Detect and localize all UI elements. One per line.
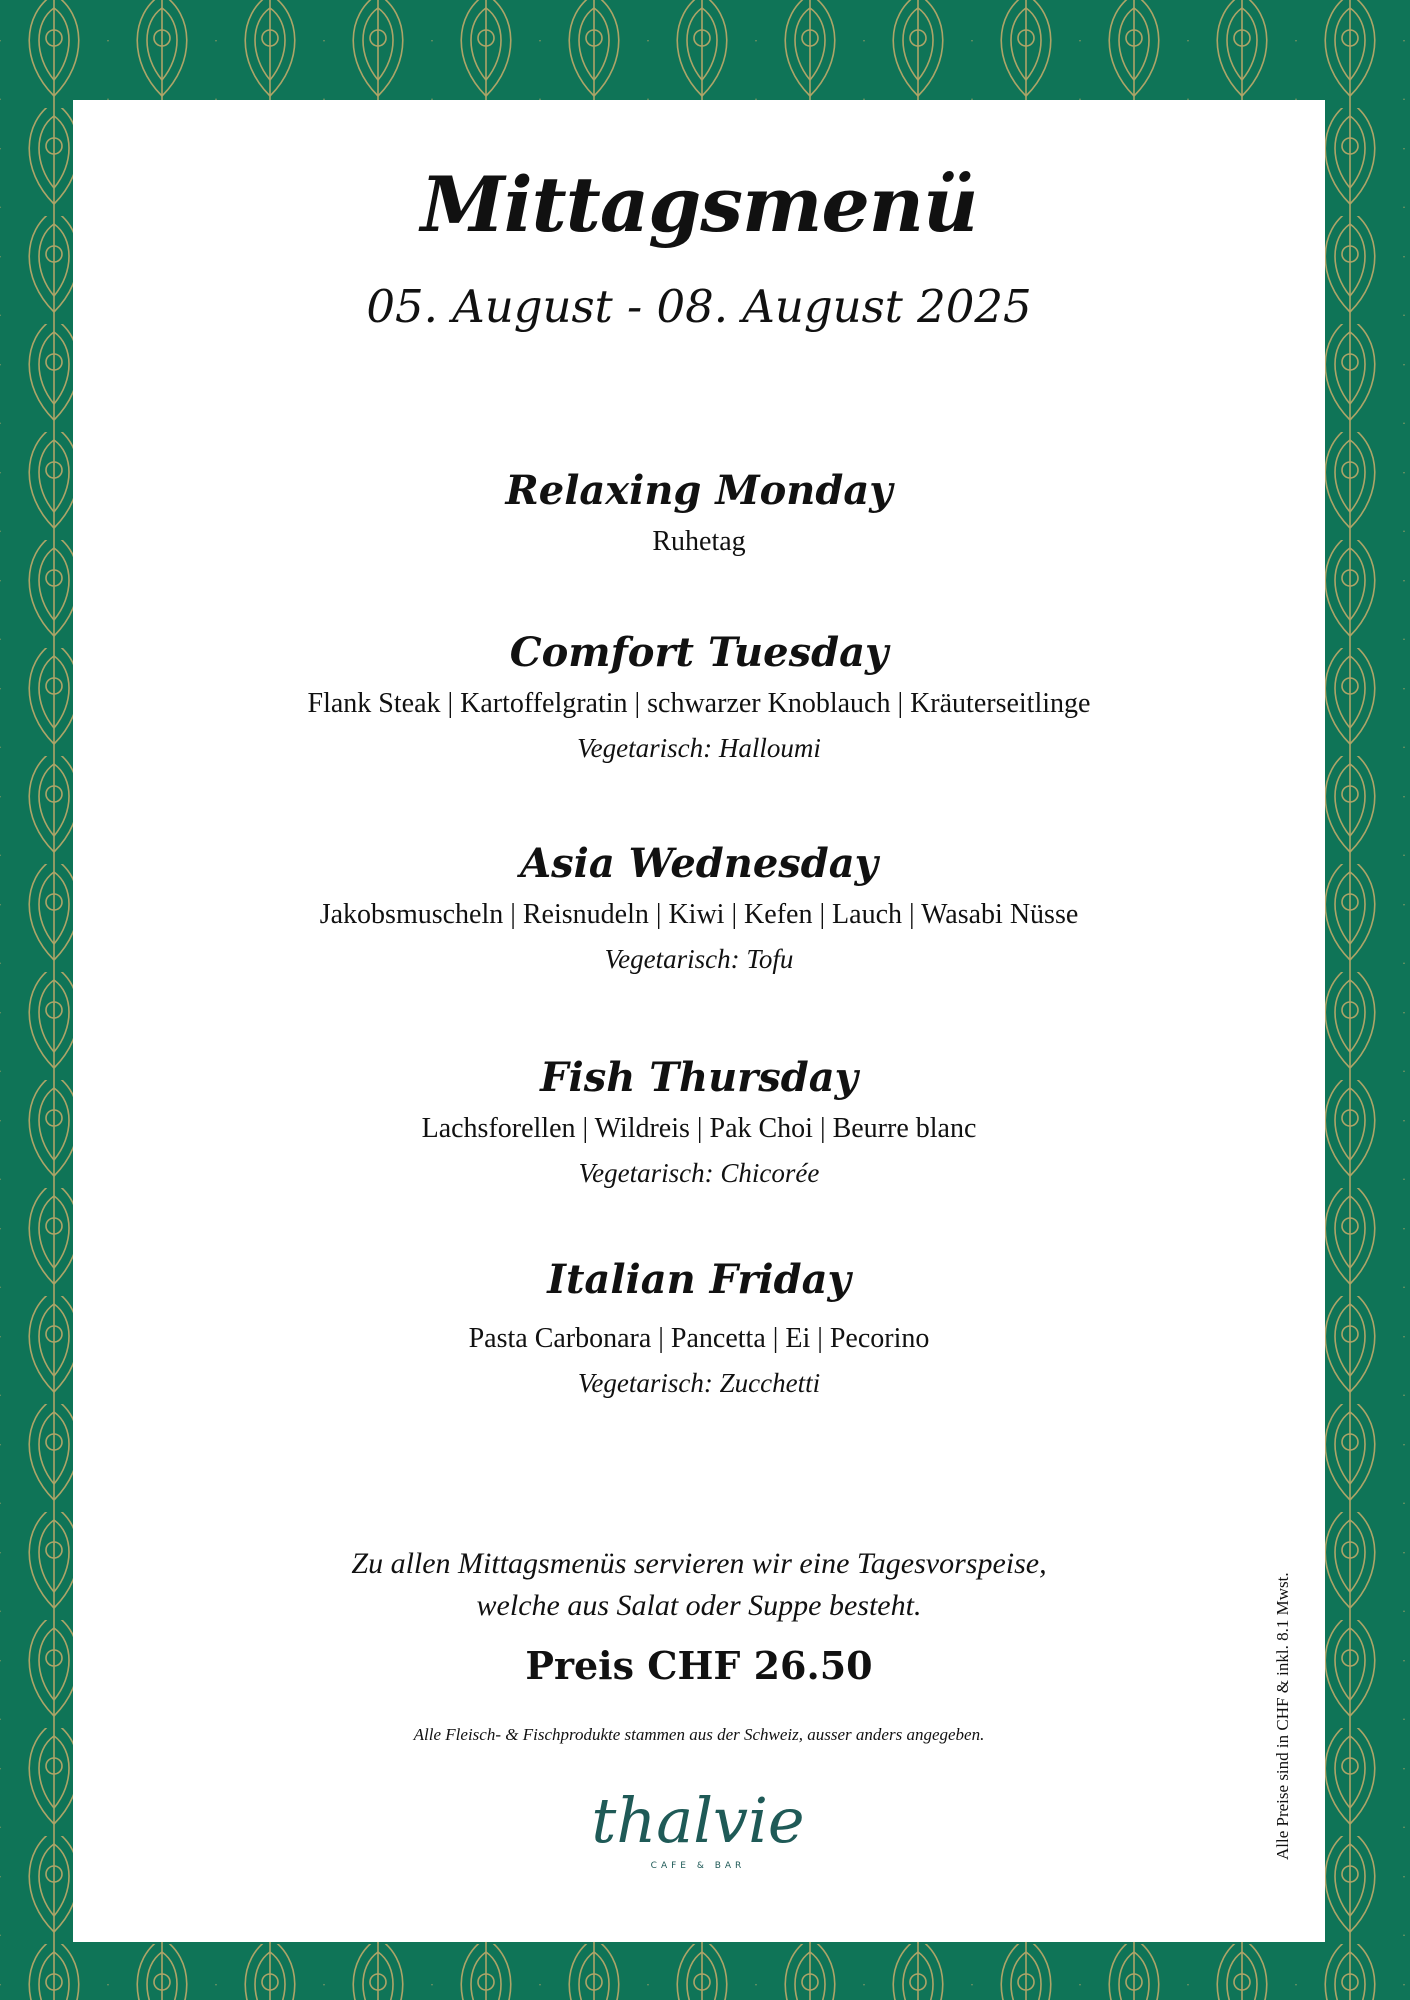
menu-title: Mittagsmenü — [420, 160, 978, 249]
day-name: Comfort Tuesday — [509, 629, 889, 676]
day-vegetarian: Vegetarisch: Tofu — [604, 944, 794, 974]
day-vegetarian: Vegetarisch: Chicorée — [578, 1158, 820, 1188]
svg-text:thalvie: thalvie — [591, 1784, 805, 1857]
starter-note-line-2: welche aus Salat oder Suppe besteht. — [476, 1589, 922, 1622]
day-name: Relaxing Monday — [505, 467, 893, 514]
day-name: Fish Thursday — [540, 1054, 858, 1101]
day-dishes: Pasta Carbonara | Pancetta | Ei | Pecorino — [468, 1323, 930, 1354]
svg-text:CAFE & BAR: CAFE & BAR — [650, 1861, 746, 1871]
day-friday — [73, 1253, 1325, 1405]
menu-card — [73, 100, 1325, 1942]
thalvie-logo — [588, 1760, 808, 1880]
day-dishes: Flank Steak | Kartoffelgratin | schwarzer Knoblauch | Kräuterseitlinge — [307, 688, 1091, 719]
day-tuesday — [73, 626, 1325, 770]
day-dishes: Jakobsmuscheln | Reisnudeln | Kiwi | Kefen | Lauch | Wasabi Nüsse — [319, 899, 1079, 930]
day-dishes: Lachsforellen | Wildreis | Pak Choi | Beurre blanc — [421, 1113, 977, 1144]
day-monday — [73, 464, 1325, 564]
day-dishes: Ruhetag — [652, 526, 746, 557]
origin-note: Alle Fleisch- & Fischprodukte stammen aus der Schweiz, ausser anders angegeben. — [413, 1725, 985, 1744]
menu-date-range: 05. August - 08. August 2025 — [366, 280, 1032, 333]
day-vegetarian: Vegetarisch: Zucchetti — [577, 1368, 821, 1398]
starter-note — [73, 1543, 1325, 1627]
day-thursday — [73, 1051, 1325, 1195]
day-name: Italian Friday — [547, 1256, 851, 1303]
day-name: Asia Wednesday — [520, 840, 878, 887]
day-wednesday — [73, 837, 1325, 981]
vat-note: Alle Preise sind in CHF & inkl. 8.1 Mwst. — [1273, 1572, 1292, 1860]
day-vegetarian: Vegetarisch: Halloumi — [577, 733, 821, 763]
menu-price: Preis CHF 26.50 — [525, 1643, 873, 1688]
starter-note-line-1: Zu allen Mittagsmenüs servieren wir eine Tagesvorspeise, — [351, 1547, 1047, 1580]
